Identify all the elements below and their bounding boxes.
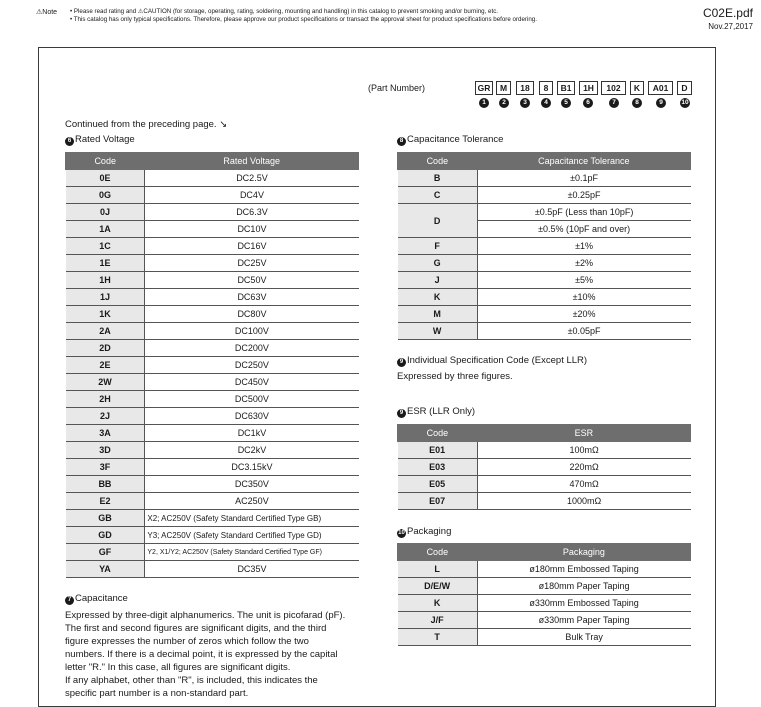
table-row	[66, 306, 359, 323]
section-number-7: 7	[65, 596, 74, 605]
value-cell: DC10V	[145, 221, 359, 238]
code-cell: 0J	[66, 204, 145, 221]
table-row	[66, 357, 359, 374]
value-cell: 220mΩ	[477, 459, 690, 476]
table-row	[66, 238, 359, 255]
code-cell: 1H	[66, 272, 145, 289]
value-cell: Y3; AC250V (Safety Standard Certified Type GD)	[145, 527, 359, 544]
value-cell: 1000mΩ	[477, 493, 690, 510]
code-cell: BB	[66, 476, 145, 493]
value-cell: DC630V	[145, 408, 359, 425]
pn-segment-5: B1	[557, 81, 575, 95]
pn-number-9: 9	[656, 98, 666, 108]
code-cell: E07	[398, 493, 478, 510]
value-cell: DC2kV	[145, 442, 359, 459]
pn-number-5: 5	[561, 98, 571, 108]
pn-segment-9: A01	[648, 81, 673, 95]
value-cell: DC450V	[145, 374, 359, 391]
header-packaging: Packaging	[477, 544, 690, 561]
table-row	[398, 442, 691, 459]
code-cell: 3A	[66, 425, 145, 442]
table-row	[66, 170, 359, 187]
section-number-9: 9	[397, 358, 406, 367]
code-cell: 3F	[66, 459, 145, 476]
code-cell: J/F	[398, 612, 478, 629]
value-cell: DC80V	[145, 306, 359, 323]
code-cell: 2J	[66, 408, 145, 425]
packaging-table	[397, 543, 691, 646]
rated-voltage-title: 6 Rated Voltage	[65, 134, 135, 146]
value-cell: DC250V	[145, 357, 359, 374]
code-cell: 1A	[66, 221, 145, 238]
code-cell: 1C	[66, 238, 145, 255]
table-row	[66, 493, 359, 510]
table-row	[66, 561, 359, 578]
code-cell: 2D	[66, 340, 145, 357]
code-cell: 3D	[66, 442, 145, 459]
note-line-2: • This catalog has only typical specifications. Therefore, please approve our product specifications or transact the approval sheet for product specifications before ordering.	[70, 16, 537, 23]
table-header-row	[398, 544, 691, 561]
code-cell: E2	[66, 493, 145, 510]
code-cell: 2E	[66, 357, 145, 374]
code-cell: 1J	[66, 289, 145, 306]
value-cell: ø330mm Embossed Taping	[477, 595, 690, 612]
code-cell: G	[398, 255, 478, 272]
table-row	[398, 204, 691, 221]
header-code: Code	[398, 153, 478, 170]
code-cell: K	[398, 595, 478, 612]
code-cell: E05	[398, 476, 478, 493]
continued-note: Continued from the preceding page. ↘	[65, 119, 228, 130]
value-cell: 100mΩ	[477, 442, 690, 459]
table-row	[398, 170, 691, 187]
value-cell: DC3.15kV	[145, 459, 359, 476]
esr-table	[397, 424, 691, 510]
value-cell: Y2, X1/Y2; AC250V (Safety Standard Certified Type GF)	[145, 544, 359, 561]
tolerance-table	[397, 152, 691, 340]
table-row	[66, 476, 359, 493]
value-cell: DC200V	[145, 340, 359, 357]
pn-number-10: 10	[681, 99, 689, 106]
code-cell: B	[398, 170, 478, 187]
pn-segment-3: 18	[516, 81, 534, 95]
pn-number-4: 4	[541, 98, 551, 108]
table-row	[398, 595, 691, 612]
header-esr: ESR	[477, 425, 690, 442]
code-cell: W	[398, 323, 478, 340]
individual-spec-title: 9 Individual Specification Code (Except LLR)	[397, 355, 587, 367]
code-cell: 0E	[66, 170, 145, 187]
pn-segment-1: GR	[475, 81, 493, 95]
table-row	[398, 493, 691, 510]
value-cell: ø180mm Embossed Taping	[477, 561, 690, 578]
pn-number-3: 3	[520, 98, 530, 108]
table-row	[66, 408, 359, 425]
table-row	[398, 578, 691, 595]
value-cell: ±20%	[477, 306, 690, 323]
value-cell: ø330mm Paper Taping	[477, 612, 690, 629]
table-row	[398, 323, 691, 340]
value-cell: X2; AC250V (Safety Standard Certified Type GB)	[145, 510, 359, 527]
pn-number-8: 8	[632, 98, 642, 108]
code-cell: L	[398, 561, 478, 578]
table-row	[66, 323, 359, 340]
header-code: Code	[398, 425, 478, 442]
table-row	[66, 272, 359, 289]
table-row	[398, 238, 691, 255]
value-cell: DC1kV	[145, 425, 359, 442]
table-row	[398, 289, 691, 306]
pn-segment-6: 1H	[579, 81, 598, 95]
table-row	[66, 391, 359, 408]
table-row	[66, 374, 359, 391]
capacitance-description: Expressed by three-digit alphanumerics. The unit is picofarad (pF). The first and second figures are significant digits, and the third figure expresses the number of zeros which follow the two numbers. If there is a decimal point, it is expressed by the capital letter "R." In this case, all figures are significant digits. If any alphabet, other than "R", is included, this indicates the specific part number is a non-standard part.	[65, 610, 346, 699]
value-cell: DC25V	[145, 255, 359, 272]
pn-segment-7: 102	[601, 81, 626, 95]
code-cell: 2W	[66, 374, 145, 391]
header-code: Code	[398, 544, 478, 561]
table-row	[66, 442, 359, 459]
value-cell: ±1%	[477, 238, 690, 255]
table-row	[66, 340, 359, 357]
table-row	[398, 612, 691, 629]
note-label: ⚠Note	[36, 9, 58, 16]
rated-voltage-table	[65, 152, 359, 578]
value-cell: Bulk Tray	[477, 629, 690, 646]
table-row	[398, 255, 691, 272]
value-cell: ±10%	[477, 289, 690, 306]
pn-number-7: 7	[609, 98, 619, 108]
value-cell: DC2.5V	[145, 170, 359, 187]
table-row	[398, 476, 691, 493]
code-cell: D/E/W	[398, 578, 478, 595]
table-row	[398, 272, 691, 289]
value-cell: ±0.5% (10pF and over)	[477, 221, 690, 238]
table-row	[398, 187, 691, 204]
code-cell: M	[398, 306, 478, 323]
table-row	[398, 629, 691, 646]
section-number-9-esr: 9	[397, 409, 406, 418]
code-cell: GD	[66, 527, 145, 544]
code-cell: 1E	[66, 255, 145, 272]
tolerance-title: 8 Capacitance Tolerance	[397, 134, 503, 146]
table-row	[66, 204, 359, 221]
table-row	[66, 510, 359, 527]
table-row	[66, 425, 359, 442]
code-cell: 2A	[66, 323, 145, 340]
note-line-1: • Please read rating and ⚠CAUTION (for storage, operating, rating, soldering, mounting and handling) in this catalog to prevent smoking and/or burning, etc.	[70, 8, 499, 15]
pn-segment-10: D	[677, 81, 692, 95]
value-cell: DC4V	[145, 187, 359, 204]
code-cell: C	[398, 187, 478, 204]
table-row	[66, 544, 359, 561]
value-cell: DC500V	[145, 391, 359, 408]
pn-number-2: 2	[499, 98, 509, 108]
code-cell: YA	[66, 561, 145, 578]
code-cell: K	[398, 289, 478, 306]
value-cell: 470mΩ	[477, 476, 690, 493]
pn-segment-4: 8	[539, 81, 553, 95]
individual-spec-text: Expressed by three figures.	[397, 371, 513, 382]
value-cell: ±2%	[477, 255, 690, 272]
value-cell: DC100V	[145, 323, 359, 340]
header-code: Code	[66, 153, 145, 170]
table-row	[66, 187, 359, 204]
part-number-label: (Part Number)	[368, 83, 426, 93]
pn-segment-2: M	[496, 81, 511, 95]
value-cell: DC6.3V	[145, 204, 359, 221]
value-cell: DC50V	[145, 272, 359, 289]
value-cell: AC250V	[145, 493, 359, 510]
value-cell: ±0.05pF	[477, 323, 690, 340]
pn-number-1: 1	[479, 98, 489, 108]
section-number-8: 8	[397, 137, 406, 146]
pn-segment-8: K	[630, 81, 644, 95]
file-date: Nov.27,2017	[708, 22, 753, 31]
value-cell: ±5%	[477, 272, 690, 289]
value-cell: DC35V	[145, 561, 359, 578]
table-row	[66, 459, 359, 476]
table-row	[398, 561, 691, 578]
value-cell: ±0.5pF (Less than 10pF)	[477, 204, 690, 221]
code-cell: 2H	[66, 391, 145, 408]
code-cell: E01	[398, 442, 478, 459]
table-row	[398, 306, 691, 323]
packaging-title: 10 Packaging	[398, 526, 452, 537]
capacitance-title: 7 Capacitance	[65, 593, 128, 605]
table-row	[398, 459, 691, 476]
code-cell: T	[398, 629, 478, 646]
value-cell: ±0.1pF	[477, 170, 690, 187]
table-row	[66, 289, 359, 306]
code-cell: D	[398, 204, 478, 238]
value-cell: DC16V	[145, 238, 359, 255]
warning-icon: ⚠	[36, 9, 43, 16]
value-cell: DC63V	[145, 289, 359, 306]
code-cell: 1K	[66, 306, 145, 323]
table-header-row	[398, 425, 691, 442]
table-header-row	[66, 153, 359, 170]
table-row	[66, 527, 359, 544]
header-tolerance: Capacitance Tolerance	[477, 153, 690, 170]
table-row	[66, 255, 359, 272]
section-number-10: 10	[398, 530, 405, 536]
code-cell: 0G	[66, 187, 145, 204]
header-rated-voltage: Rated Voltage	[145, 153, 359, 170]
file-name: C02E.pdf	[702, 6, 753, 20]
code-cell: F	[398, 238, 478, 255]
table-row	[66, 221, 359, 238]
code-cell: GF	[66, 544, 145, 561]
section-number-6: 6	[65, 137, 74, 146]
code-cell: GB	[66, 510, 145, 527]
value-cell: DC350V	[145, 476, 359, 493]
arrow-down-right-icon: ↘	[219, 119, 228, 130]
value-cell: ø180mm Paper Taping	[477, 578, 690, 595]
value-cell: ±0.25pF	[477, 187, 690, 204]
pn-number-6: 6	[583, 98, 593, 108]
table-header-row	[398, 153, 691, 170]
code-cell: J	[398, 272, 478, 289]
esr-title: 9 ESR (LLR Only)	[397, 406, 475, 418]
code-cell: E03	[398, 459, 478, 476]
